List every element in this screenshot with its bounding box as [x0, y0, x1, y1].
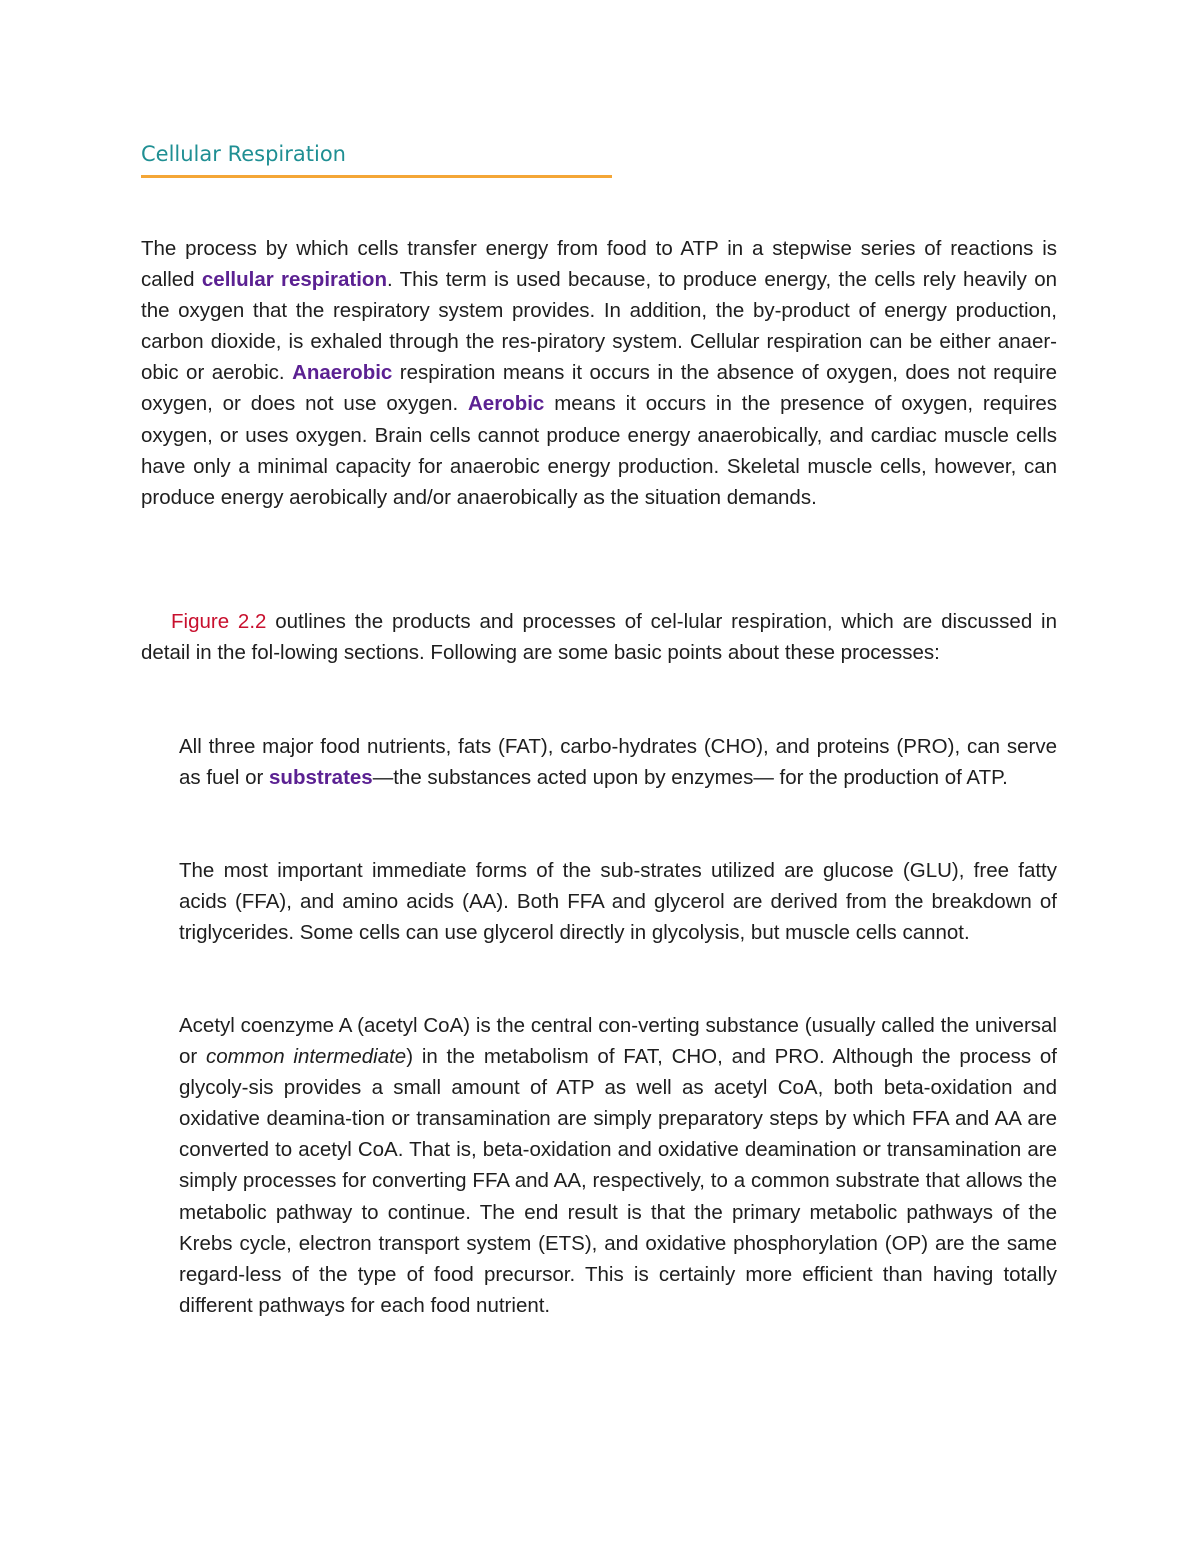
text-run: respiration means it occurs in the absence of oxygen, does not require oxygen, or does not use oxygen. [141, 361, 1057, 416]
point-substrates [179, 855, 1057, 948]
text-run: All three major food nutrients, fats (FAT), carbo-hydrates (CHO), and proteins (PRO), can serve as fuel or [179, 735, 1057, 790]
italic-term: common intermediate [206, 1045, 407, 1069]
point-nutrients [179, 731, 1057, 793]
paragraph-figure-ref [141, 606, 1057, 668]
term-aerobic: Aerobic [468, 392, 545, 416]
section-heading: Cellular Respiration [141, 142, 346, 166]
heading-underline [141, 175, 612, 178]
text-run: Acetyl coenzyme A (acetyl CoA) is the central con-verting substance (usually called the universal or [179, 1014, 1057, 1069]
text-run: means it occurs in the presence of oxygen, requires oxygen, or uses oxygen. Brain cells cannot produce energy anaerobically, and cardiac muscle cells have only a minimal capacity for anaerobic energy production. Skeletal muscle cells, however, can produce energy aerobically and/or anaerobically as the situation demands. [141, 392, 1057, 509]
text-run: ) in the metabolism of FAT, CHO, and PRO. Although the process of glycoly-sis provides a small amount of ATP as well as acetyl CoA, both beta-oxidation and oxidative deamina-tion or transamination are simply preparatory steps by which FFA and AA are converted to acetyl CoA. That is, beta-oxidation and oxidative deamination or transamination are simply processes for converting FFA and AA, respectively, to a common substrate that allows the metabolic pathway to continue. The end result is that the primary metabolic pathways of the Krebs cycle, electron transport system (ETS), and oxidative phosphorylation (OP) are the same regard-less of the type of food precursor. This is certainly more efficient than having totally different pathways for each food nutrient. [179, 1045, 1057, 1317]
text-run: The most important immediate forms of the sub-strates utilized are glucose (GLU), free fatty acids (FFA), and amino acids (AA). Both FFA and glycerol are derived from the breakdown of triglycerides. Some cells can use glycerol directly in glycolysis, but muscle cells cannot. [179, 859, 1057, 945]
text-run: —the substances acted upon by enzymes— for the production of ATP. [372, 766, 1008, 790]
text-run: The process by which cells transfer energy from food to ATP in a stepwise series of reactions is called [141, 237, 1057, 292]
term-anaerobic: Anaerobic [292, 361, 393, 385]
point-acetyl-coa [179, 1010, 1057, 1321]
term-substrates: substrates [269, 766, 373, 790]
term-cellular-respiration: cellular respiration [201, 268, 387, 292]
text-run: outlines the products and processes of cel-lular respiration, which are discussed in detail in the fol-lowing sections. Following are some basic points about these processes: [141, 610, 1057, 665]
paragraph-intro [141, 233, 1057, 513]
figure-reference: Figure 2.2 [171, 610, 267, 633]
text-run: . This term is used because, to produce energy, the cells rely heavily on the oxygen that the respiratory system provides. In addition, the by-product of energy production, carbon dioxide, is exhaled through the res-piratory system. Cellular respiration can be either anaer-obic or aerobic. [141, 268, 1058, 385]
